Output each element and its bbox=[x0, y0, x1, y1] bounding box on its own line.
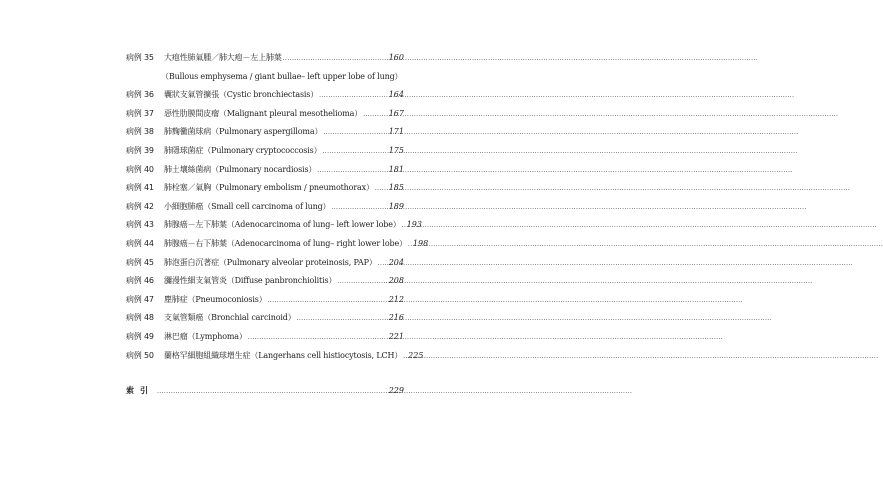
dot-leader bbox=[297, 310, 388, 329]
toc-entry-40[interactable] bbox=[126, 161, 404, 180]
dot-leader bbox=[363, 106, 388, 125]
dot-leader bbox=[283, 50, 388, 69]
page-number: 212 bbox=[388, 294, 404, 304]
page-number: 181 bbox=[388, 164, 404, 174]
case-number: 病例 41 bbox=[126, 183, 154, 193]
case-number: 病例 38 bbox=[126, 127, 154, 137]
toc-entry-37[interactable] bbox=[126, 105, 404, 124]
dot-leader bbox=[157, 383, 388, 402]
toc-entry-46[interactable] bbox=[126, 272, 404, 291]
toc-entry-42[interactable] bbox=[126, 198, 404, 217]
entry-title: 支氣管類癌（Bronchial carcinoid） bbox=[164, 313, 296, 323]
toc-entry-41[interactable] bbox=[126, 179, 404, 198]
entry-title: 肺泡蛋白沉著症（Pulmonary alveolar proteinosis, PAP） bbox=[164, 257, 377, 267]
page-number: 198 bbox=[412, 238, 429, 248]
case-number: 病例 49 bbox=[126, 331, 154, 341]
entry-title: 肺隱球菌症（Pulmonary cryptococcosis） bbox=[164, 145, 322, 155]
entry-title: 大疱性肺氣腫／肺大疱－左上肺葉 bbox=[164, 53, 282, 62]
index-label: 索引 bbox=[126, 386, 154, 396]
toc-entry-45[interactable] bbox=[126, 254, 404, 273]
entry-title: 淋巴瘤（Lymphoma） bbox=[164, 331, 247, 341]
dot-leader bbox=[375, 180, 388, 199]
entry-title: 蘭格罕細胞組織球增生症（Langerhans cell histiocytosis, LCH） bbox=[164, 350, 403, 360]
page-number: 160 bbox=[388, 53, 404, 62]
case-number: 病例 43 bbox=[126, 220, 154, 230]
page-number: 167 bbox=[388, 108, 404, 118]
entry-title: 小細胞肺癌（Small cell carcinoma of lung） bbox=[164, 201, 331, 211]
table-of-contents bbox=[126, 49, 429, 401]
entry-title: 肺腺癌－右下肺葉（Adenocarcinoma of lung– right lower lobe） bbox=[164, 238, 407, 248]
page-number: 164 bbox=[388, 90, 404, 100]
page-number: 208 bbox=[388, 276, 404, 286]
dot-leader bbox=[317, 162, 387, 181]
toc-entry-43[interactable] bbox=[126, 216, 422, 235]
dot-leader bbox=[331, 199, 387, 218]
entry-title: 囊狀支氣管擴張（Cystic bronchiectasis） bbox=[164, 90, 319, 100]
page-number: 175 bbox=[388, 145, 404, 155]
page-number: 171 bbox=[388, 127, 404, 137]
toc-entry-49[interactable] bbox=[126, 328, 404, 347]
dot-leader bbox=[248, 329, 388, 348]
dot-leader bbox=[402, 217, 406, 236]
page-number: 229 bbox=[388, 386, 404, 396]
entry-title: 肺土壤絲菌病（Pulmonary nocardiosis） bbox=[164, 164, 317, 174]
toc-entry-47[interactable] bbox=[126, 291, 404, 310]
dot-leader bbox=[378, 255, 388, 274]
toc-entry-48[interactable] bbox=[126, 309, 404, 328]
entry-title: 肺栓塞／氣胸（Pulmonary embolism / pneumothorax） bbox=[164, 183, 374, 193]
case-number: 病例 47 bbox=[126, 294, 154, 304]
case-number: 病例 44 bbox=[126, 238, 154, 248]
entry-title: 肺腺癌－左下肺葉（Adenocarcinoma of lung– left lower lobe） bbox=[164, 220, 401, 230]
toc-entry-36[interactable] bbox=[126, 86, 404, 105]
case-number: 病例 42 bbox=[126, 201, 154, 211]
page-number: 216 bbox=[388, 313, 404, 323]
toc-entry-35-subtitle bbox=[126, 68, 404, 87]
page-number: 185 bbox=[388, 183, 404, 193]
entry-title: 肺麴黴菌球病（Pulmonary aspergilloma） bbox=[164, 127, 323, 137]
toc-entry-index[interactable] bbox=[126, 382, 404, 401]
dot-leader bbox=[337, 273, 387, 292]
page-number: 189 bbox=[388, 201, 404, 211]
dot-leader bbox=[322, 143, 387, 162]
case-number: 病例 39 bbox=[126, 145, 154, 155]
page-number: 221 bbox=[388, 331, 404, 341]
entry-title: 瀰漫性細支氣管炎（Diffuse panbronchiolitis） bbox=[164, 276, 337, 286]
toc-entry-39[interactable] bbox=[126, 142, 404, 161]
case-number: 病例 45 bbox=[126, 257, 154, 267]
page-number: 193 bbox=[406, 220, 422, 230]
case-number: 病例 35 bbox=[126, 53, 154, 62]
dot-leader bbox=[268, 292, 388, 311]
dot-leader bbox=[408, 236, 412, 255]
case-number: 病例 40 bbox=[126, 164, 154, 174]
entry-title: 惡性肋膜間皮瘤（Malignant pleural mesothelioma） bbox=[164, 108, 363, 118]
toc-entry-44[interactable] bbox=[126, 235, 429, 254]
toc-entry-35[interactable] bbox=[126, 49, 404, 68]
page-number: 225 bbox=[408, 350, 424, 360]
toc-entry-50[interactable] bbox=[126, 347, 424, 366]
dot-leader bbox=[403, 348, 407, 367]
toc-entry-38[interactable] bbox=[126, 123, 404, 142]
entry-subtitle: （Bullous emphysema / giant bullae– left upper lobe of lung） bbox=[161, 71, 403, 81]
case-number: 病例 48 bbox=[126, 313, 154, 323]
case-number: 病例 36 bbox=[126, 90, 154, 100]
case-number: 病例 50 bbox=[126, 350, 154, 360]
case-number: 病例 37 bbox=[126, 108, 154, 118]
dot-leader bbox=[319, 87, 388, 106]
dot-leader bbox=[323, 124, 387, 143]
case-number: 病例 46 bbox=[126, 276, 154, 286]
page-number: 204 bbox=[388, 257, 404, 267]
entry-title: 塵肺症（Pneumoconiosis） bbox=[164, 294, 267, 304]
